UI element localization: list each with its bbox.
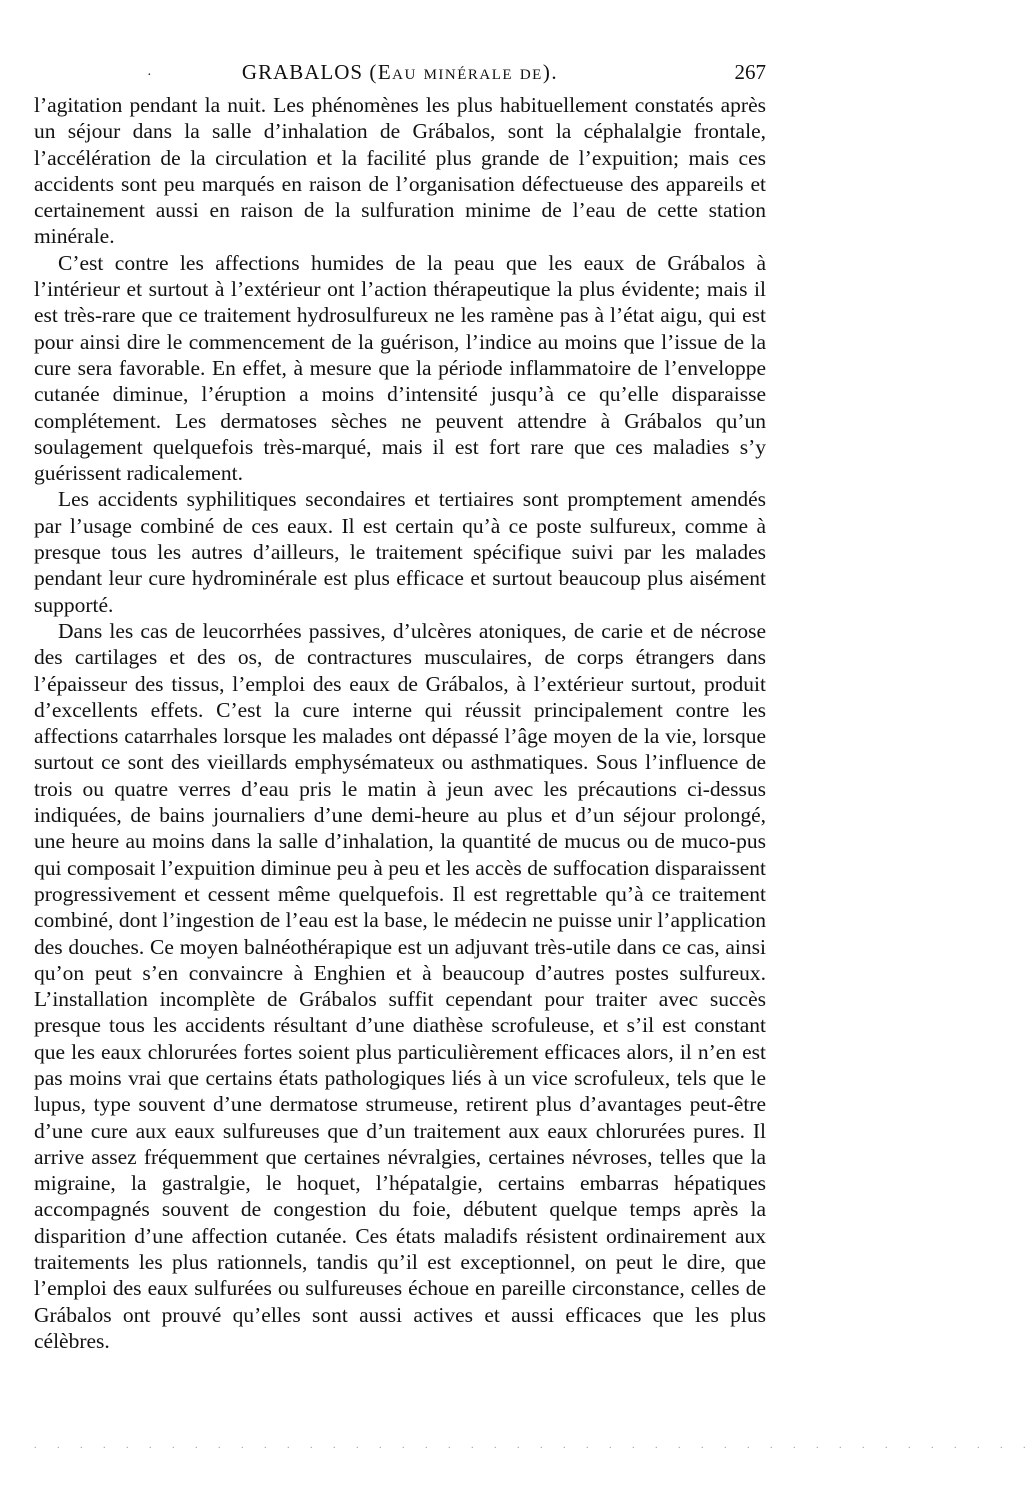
header-title-main: GRABALOS — [241, 60, 364, 84]
paragraph-4: Dans les cas de leucorrhées passives, d’ulcères atoniques, de carie et de nécrose des cartilages et des os, de contractures musculaires, de corps étrangers dans l’épaisseur des tissus, l’emploi des eaux de Grábalos, à l’extérieur surtout, produit d’excellents effets. C’est la cure interne qui réussit principalement contre les affections catarrhales lorsque les malades ont dépassé l’âge moyen de la vie, lorsque surtout ce sont des vieillards emphysémateux ou asthmatiques. Sous l’influence de trois ou quatre verres d’eau pris le matin à jeun avec les précautions ci-dessus indiquées, de bains journaliers d’une demi-heure au plus et d’un séjour prolongé, une heure au moins dans la salle d’inhalation, la quantité de mucus ou de muco-pus qui composait l’expuition diminue peu à peu et les accès de suffocation disparaissent progressivement et cessent même quelquefois. Il est regrettable qu’à ce traitement combiné, dont l’ingestion de l’eau est la base, le médecin ne puisse unir l’application des douches. Ce moyen balnéothérapique est un adjuvant très-utile dans ce cas, ainsi qu’on peut s’en convaincre à Enghien et à beaucoup d’autres postes sulfureux. L’installation incomplète de Grábalos suffit cependant pour traiter avec succès presque tous les accidents résultant d’une diathèse scrofuleuse, et s’il est constant que les eaux chlorurées fortes soient plus particulièrement efficaces alors, il n’en est pas moins vrai que certains états pathologiques liés à un vice scrofuleux, tels que le lupus, type souvent d’une dermatose strumeuse, retirent plus d’avantages peut-être d’une cure aux eaux sulfureuses que d’un traitement aux eaux chlorurées pures. Il arrive assez fréquemment que certaines névralgies, certaines névroses, telles que la migraine, la gastralgie, le hoquet, l’hépatalgie, certains embarras hépatiques accompagnés souvent de congestion du foie, débutent quelque temps après la disparition d’une affection cutanée. Ces états maladifs résistent ordinairement aux traitements les plus rationnels, tandis qu’il est exceptionnel, on peut le dire, que l’emploi des eaux sulfurées ou sulfureuses échoue en pareille circonstance, celles de Grábalos ont prouvé qu’elles sont aussi actives et aussi efficaces que les plus célèbres. — [34, 618, 766, 1353]
paragraph-3: Les accidents syphilitiques secondaires et tertiaires sont promptement amendés par l’usage combiné de ces eaux. Il est certain qu’à ce poste sulfureux, comme à presque tous les autres d’ailleurs, le traitement spécifique suivi par les malades pendant leur cure hydrominérale est plus efficace et surtout beaucoup plus aisément supporté. — [34, 487, 766, 617]
page-number: 267 — [734, 60, 766, 84]
header-dot: · — [147, 68, 152, 83]
header-title — [34, 60, 766, 85]
paragraph-2: C’est contre les affections humides de la peau que les eaux de Grábalos à l’intérieur et surtout à l’extérieur ont l’action thérapeutique la plus évidente; mais il est très-rare que ce traitement hydrosulfureux ne les ramène pas à l’état aigu, qui est pour ainsi dire le commencement de la guérison, l’indice au moins que l’issue de la cure sera favorable. En effet, à mesure que la période inflammatoire de l’enveloppe cutanée diminue, l’éruption a moins d’intensité jusqu’à ce qu’elle disparaisse complétement. Les dermatoses sèches ne peuvent attendre à Grábalos qu’un soulagement quelquefois très-marqué, mais il est fort rare que ces maladies s’y guérissent radicalement. — [34, 250, 766, 486]
book-page — [34, 56, 766, 1354]
header-title-sub: (Eau minérale de). — [369, 60, 559, 84]
body-text — [34, 92, 766, 1354]
running-header — [34, 56, 766, 92]
paragraph-1: l’agitation pendant la nuit. Les phénomènes les plus habituellement constatés après un séjour dans la salle d’inhalation de Grábalos, sont la céphalalgie frontale, l’accélération de la circulation et la facilité plus grande de l’expuition; mais ces accidents sont peu marqués en raison de l’organisation défectueuse des appareils et certainement aussi en raison de la sulfuration minime de l’eau de cette station minérale. — [34, 93, 766, 249]
footer-print-marks: . . . . . . . . . . . . . . . . . . . . . . . . . . . . . . . . . . . . . . . . . . . . — [34, 1440, 1035, 1451]
